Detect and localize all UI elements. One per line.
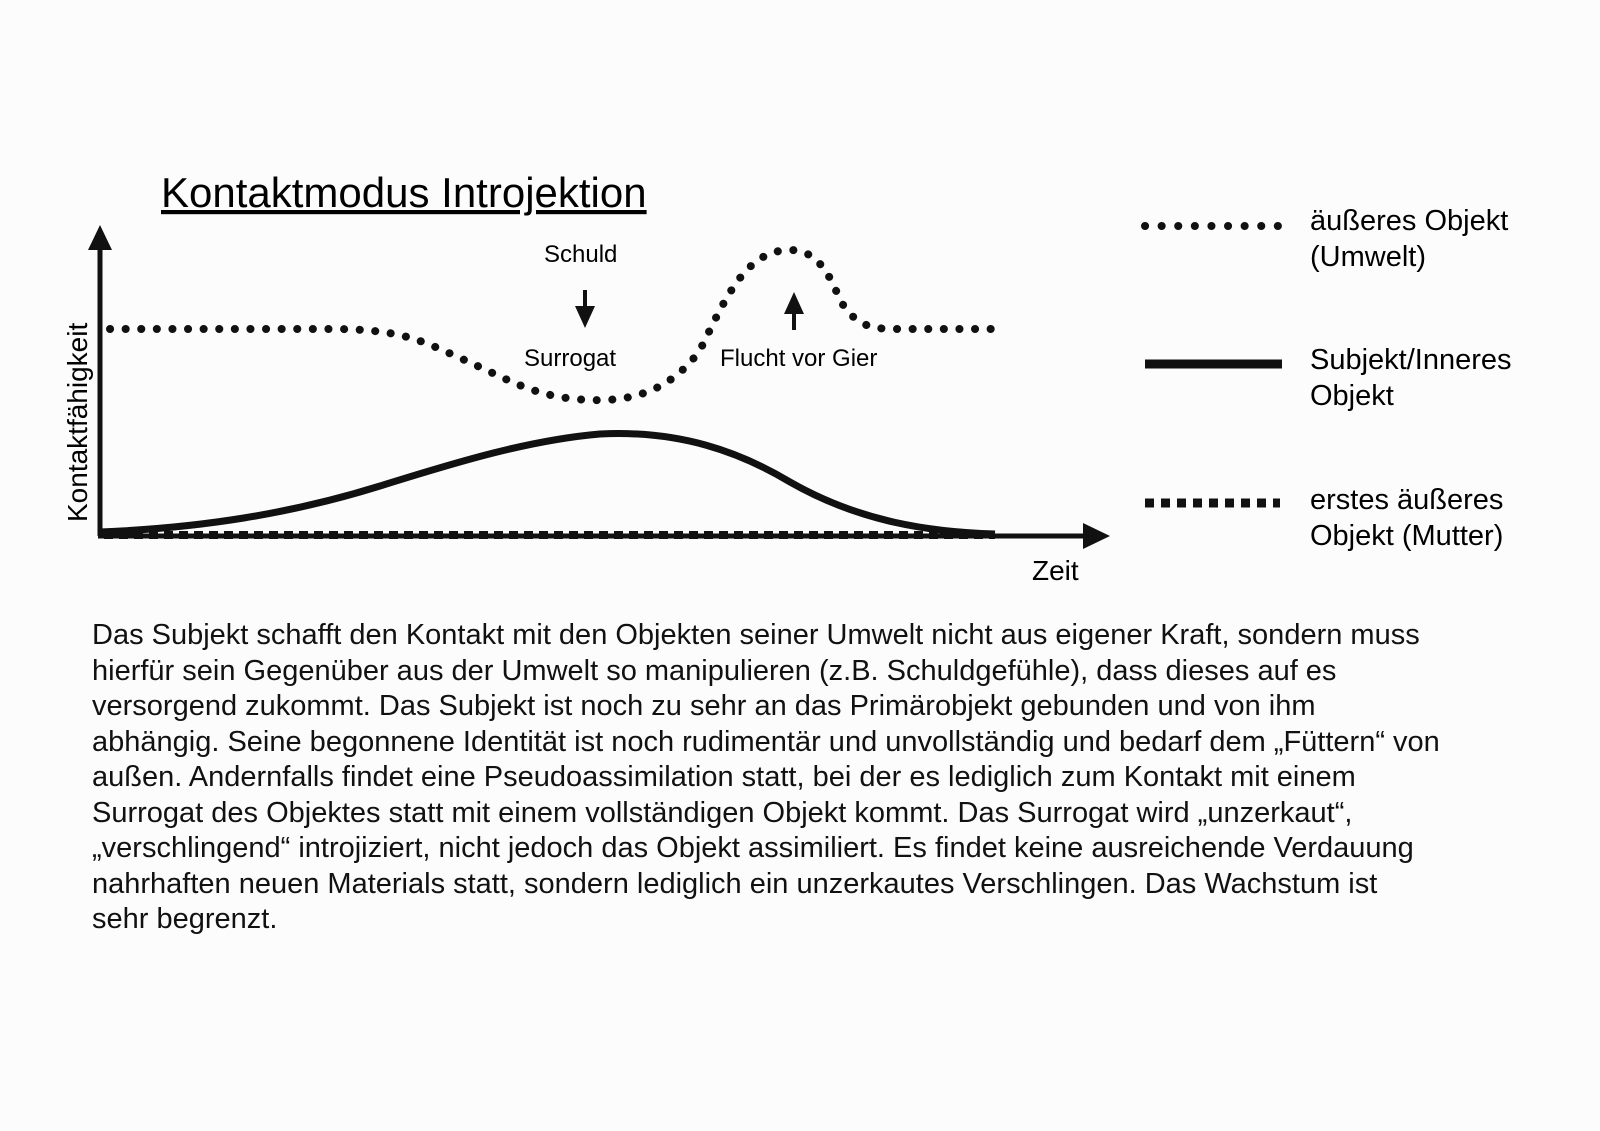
subject-inner-object-curve (100, 434, 995, 534)
description-line: hierfür sein Gegenüber aus der Umwelt so manipulieren (z.B. Schuldgefühle), dass dieses auf es (92, 654, 1337, 687)
y-axis-arrowhead (88, 225, 112, 250)
legend-mother-line-1: erstes äußeres (1310, 484, 1504, 516)
description-line: außen. Andernfalls findet eine Pseudoassimilation statt, bei der es lediglich zum Kontakt mit einem (92, 761, 1356, 793)
annotation-schuld: Schuld (544, 241, 618, 268)
flucht-arrow-head (784, 292, 804, 314)
description-line: Surrogat des Objektes statt mit einem vollständigen Objekt kommt. Das Surrogat wird „unzerkaut“, (92, 796, 1353, 829)
annotation-surrogat: Surrogat (524, 345, 617, 372)
outer-object-curve (110, 250, 1005, 400)
description-line: sehr begrenzt. (92, 903, 278, 935)
annotation-flucht-vor-gier: Flucht vor Gier (720, 345, 878, 372)
description-paragraph (92, 618, 1532, 938)
description-line: „verschlingend“ introjiziert, nicht jedoch das Objekt assimiliert. Es findet keine ausreichende Verdauung (92, 832, 1414, 864)
description-line: nahrhaften neuen Materials statt, sondern lediglich ein unzerkautes Verschlingen. Das Wachstum ist (92, 867, 1378, 900)
legend-subject-line-2: Objekt (1310, 380, 1394, 412)
legend-mother-line-2: Objekt (Mutter) (1310, 520, 1504, 552)
schuld-arrow-head (575, 306, 595, 328)
legend-outer-object-line-2: (Umwelt) (1310, 241, 1426, 273)
x-axis-label: Zeit (1032, 555, 1079, 586)
description-line: Das Subjekt schafft den Kontakt mit den Objekten seiner Umwelt nicht aus eigener Kraft, sondern muss (92, 619, 1420, 651)
diagram-title: Kontaktmodus Introjektion (161, 169, 647, 216)
x-axis-arrowhead (1083, 523, 1110, 549)
description-line: versorgend zukommt. Das Subjekt ist noch zu sehr an das Primärobjekt gebunden und von ihm (92, 690, 1316, 722)
y-axis-label: Kontaktfähigkeit (62, 322, 93, 522)
legend (1145, 205, 1512, 552)
description-line: abhängig. Seine begonnene Identität ist noch rudimentär und unvollständig und bedarf dem „Füttern“ von (92, 725, 1440, 758)
legend-subject-line-1: Subjekt/Inneres (1310, 344, 1512, 376)
legend-outer-object-line-1: äußeres Objekt (1310, 205, 1509, 237)
